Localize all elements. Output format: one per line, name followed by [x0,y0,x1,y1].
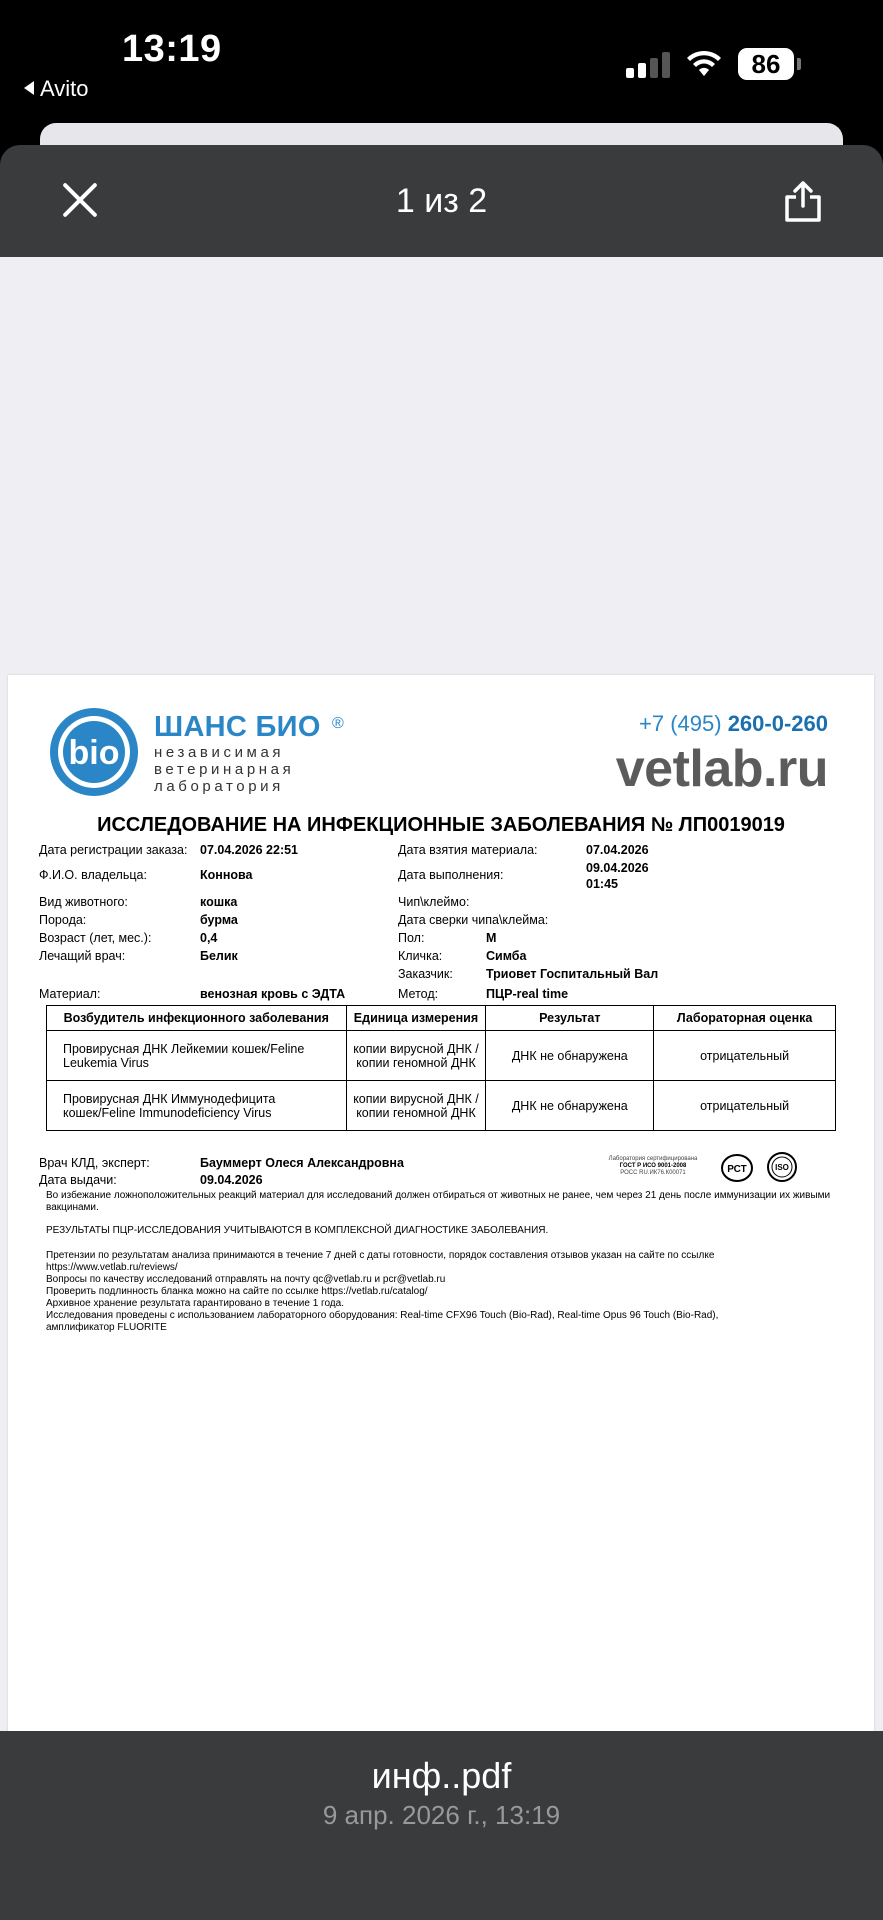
table-header: Лабораторная оценка [654,1006,836,1031]
breed: бурма [200,913,238,927]
brand-registered-mark: ® [332,715,344,732]
material-label: Материал: [39,987,101,1001]
file-name: инф..pdf [371,1755,512,1796]
result-cell: ДНК не обнаружена [486,1031,654,1081]
info-note: Проверить подлинность бланка можно на сайте по ссылке https://vetlab.ru/catalog/ [46,1286,428,1297]
expert-label: Врач КЛД, эксперт: [39,1156,150,1170]
logo-text: bio [68,734,120,772]
document-viewer[interactable] [0,257,883,1731]
chip-label: Чип\клеймо: [398,895,470,909]
method-label: Метод: [398,987,439,1001]
brand-tagline-2: ветеринарная [154,761,295,778]
shans-bio-logo [48,706,140,798]
nickname-label: Кличка: [398,949,443,963]
agent-cell: Провирусная ДНК Лейкемии кошек/Feline Leukemia Virus [47,1031,347,1081]
lab-phone: +7 (495) 260-0-260 [639,711,828,736]
doctor: Белик [200,949,238,963]
material: венозная кровь с ЭДТА [200,987,346,1001]
vaccine-note: Во избежание ложноположительных реакций материал для исследований должен отбираться от животных не ранее, чем через 21 день после иммунизации их живыми вакцинами. [46,1190,831,1213]
table-header: Единица измерения [346,1006,486,1031]
assessment-cell: отрицательный [654,1031,836,1081]
battery-cap [797,58,801,70]
iso-mark-icon [766,1151,798,1183]
document-title: ИССЛЕДОВАНИЕ НА ИНФЕКЦИОННЫЕ ЗАБОЛЕВАНИЯ № ЛП0019019 [97,814,785,836]
table-header: Результат [486,1006,654,1031]
brand-tagline-3: лаборатория [154,778,284,795]
table-header: Возбудитель инфекционного заболевания [47,1006,347,1031]
owner-label: Ф.И.О. владельца: [39,868,147,882]
file-date: 9 апр. 2026 г., 13:19 [322,1800,561,1830]
status-time: 13:19 [122,28,222,70]
order-date-label: Дата регистрации заказа: [39,843,188,857]
assessment-cell: отрицательный [654,1081,836,1131]
sample-date: 07.04.2026 [586,843,649,857]
doctor-label: Лечащий врач: [39,949,126,963]
unit-cell: копии вирусной ДНК / копии геномной ДНК [346,1031,486,1081]
pdf-page [8,675,874,1901]
age-label: Возраст (лет, мес.): [39,931,152,945]
unit-cell: копии вирусной ДНК / копии геномной ДНК [346,1081,486,1131]
certification-note: Лаборатория сертифицирована ГОСТ Р ИСО 9001-2008 РОСС RU.ИК76.К00071 [608,1156,698,1176]
agent-cell: Провирусная ДНК Иммунодефицита кошек/Feline Immunodeficiency Virus [47,1081,347,1131]
back-app-label: Avito [40,76,89,101]
info-note: Претензии по результатам анализа принимаются в течение 7 дней с даты готовности, порядок составления отзывов указан на сайте по ссылке [46,1250,715,1261]
back-to-app-link[interactable] [24,76,89,102]
table-row [47,1081,836,1131]
chip-check-label: Дата сверки чипа\клейма: [398,913,549,927]
back-arrow-icon [24,81,34,95]
results-table [46,1005,836,1131]
share-icon[interactable] [784,180,822,222]
info-note: Вопросы по качеству исследований отправлять на почту qc@vetlab.ru и pcr@vetlab.ru [46,1274,446,1285]
wifi-icon [686,50,722,78]
sex: М [486,931,497,945]
breed-label: Порода: [39,913,87,927]
reviews-link[interactable]: https://www.vetlab.ru/reviews/ [46,1262,178,1273]
svg-text:РСТ: РСТ [727,1164,747,1175]
info-note: Исследования проведены с использованием лабораторного оборудования: Real-time CFX96 Touch (Bio-Rad), Real-time Opus 96 Touch (Bio-Rad), [46,1310,719,1321]
svg-text:ISO: ISO [775,1163,789,1172]
client: Триовет Госпитальный Вал [486,967,659,981]
species: кошка [200,895,238,909]
info-note: Архивное хранение результата гарантировано в течение 1 года. [46,1298,344,1309]
page-counter: 1 из 2 [395,182,488,220]
pcr-note: РЕЗУЛЬТАТЫ ПЦР-ИССЛЕДОВАНИЯ УЧИТЫВАЮТСЯ В КОМПЛЕКСНОЙ ДИАГНОСТИКЕ ЗАБОЛЕВАНИЯ. [46,1225,549,1236]
done-date: 09.04.2026 [586,861,649,875]
cellular-signal-icon [626,52,670,78]
table-row [47,1031,836,1081]
method: ПЦР-real time [486,987,569,1001]
table-header-row [47,1006,836,1031]
brand-name: ШАНС БИО [154,711,321,743]
issue-date-label: Дата выдачи: [39,1173,117,1187]
rst-mark-icon [720,1153,754,1183]
nickname: Симба [486,949,527,963]
issue-date: 09.04.2026 [200,1173,263,1187]
species-label: Вид животного: [39,895,128,909]
done-date-label: Дата выполнения: [398,868,504,882]
result-cell: ДНК не обнаружена [486,1081,654,1131]
brand-tagline-1: независимая [154,744,285,761]
sample-date-label: Дата взятия материала: [398,843,538,857]
order-date: 07.04.2026 22:51 [200,843,299,857]
age: 0,4 [200,931,218,945]
battery-icon: 86 [738,48,794,80]
sex-label: Пол: [398,931,425,945]
expert: Бауммерт Олеся Александровна [200,1156,404,1170]
status-bar [0,0,883,125]
info-note: амплификатор FLUORITE [46,1322,167,1333]
lab-site: vetlab.ru [615,740,828,798]
client-label: Заказчик: [398,967,453,981]
done-time: 01:45 [586,877,618,891]
owner: Коннова [200,868,253,882]
